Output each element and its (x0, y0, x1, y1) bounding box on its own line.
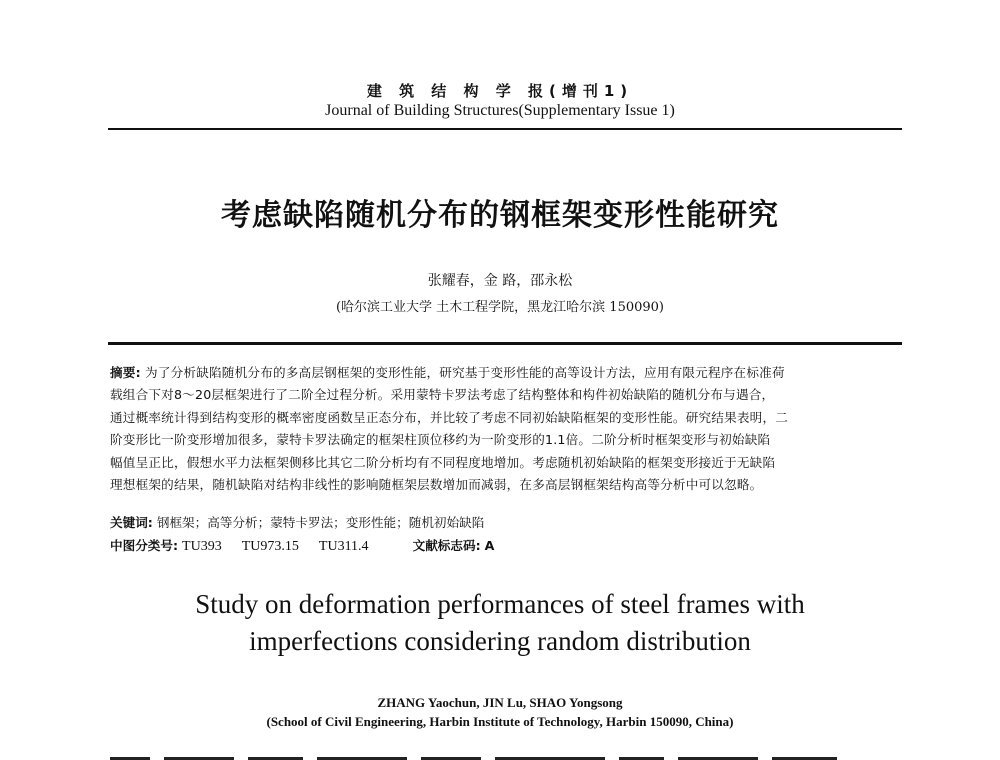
classification-line (110, 536, 900, 557)
paper-title-cn: 考虑缺陷随机分布的钢框架变形性能研究 (221, 198, 779, 233)
abstract-line: 阶变形比一阶变形增加很多，蒙特卡罗法确定的框架柱顶位移约为一阶变形的1.1倍。二阶分析时框架变形与初始缺陷 (110, 432, 771, 448)
classification-label: 中图分类号: (110, 538, 179, 553)
authors-en: ZHANG Yaochun, JIN Lu, SHAO Yongsong (377, 695, 623, 710)
classification-code: TU973.15 (241, 539, 299, 554)
cut-off-text-line (110, 748, 900, 760)
journal-name-en: Journal of Building Structures(Supplementary Issue 1) (325, 102, 675, 119)
paper-title-en-line: Study on deformation performances of steel frames with (195, 589, 805, 619)
abstract-line: 载组合下对8～20层框架进行了二阶全过程分析。采用蒙特卡罗法考虑了结构整体和构件初始缺陷的随机分布与遇合， (110, 387, 775, 403)
abstract-label: 摘要: (110, 365, 141, 380)
authors-cn: 张耀春，金 路，邵永松 (427, 273, 573, 289)
document-code: A (484, 538, 495, 553)
header-rule (108, 128, 902, 130)
abstract-line: 通过概率统计得到结构变形的概率密度函数呈正态分布，并比较了考虑不同初始缺陷框架的变形性能。研究结果表明，二 (110, 409, 789, 425)
abstract-text: 为了分析缺陷随机分布的多高层钢框架的变形性能，研究基于变形性能的高等设计方法，应用有限元程序在标准荷 (145, 365, 785, 380)
paper-title-en-line: imperfections considering random distribution (249, 626, 751, 656)
affiliation-cn: (哈尔滨工业大学 土木工程学院，黑龙江哈尔滨 150090) (335, 300, 665, 315)
keywords-line (110, 513, 900, 533)
paper-title-en (0, 586, 1000, 660)
journal-name-cn: 建 筑 结 构 学 报(增刊1) (366, 82, 634, 100)
abstract-rule (108, 342, 902, 345)
abstract-line: 理想框架的结果，随机缺陷对结构非线性的影响随框架层数增加而减弱，在多高层钢框架结构高等分析中可以忽略。 (110, 477, 763, 493)
affiliation-en: (School of Civil Engineering, Harbin Institute of Technology, Harbin 150090, China) (266, 714, 734, 729)
classification-code: TU311.4 (318, 539, 369, 554)
classification-code: TU393 (182, 539, 222, 554)
abstract-line: 幅值呈正比，假想水平力法框架侧移比其它二阶分析均有不同程度地增加。考虑随机初始缺陷的框架变形接近于无缺陷 (110, 454, 776, 470)
abstract-line (110, 362, 900, 384)
keywords-text: 钢框架；高等分析；蒙特卡罗法；变形性能；随机初始缺陷 (156, 515, 485, 530)
document-code-label: 文献标志码: (412, 538, 481, 553)
abstract-block (110, 362, 900, 496)
keywords-label: 关键词: (110, 515, 153, 530)
